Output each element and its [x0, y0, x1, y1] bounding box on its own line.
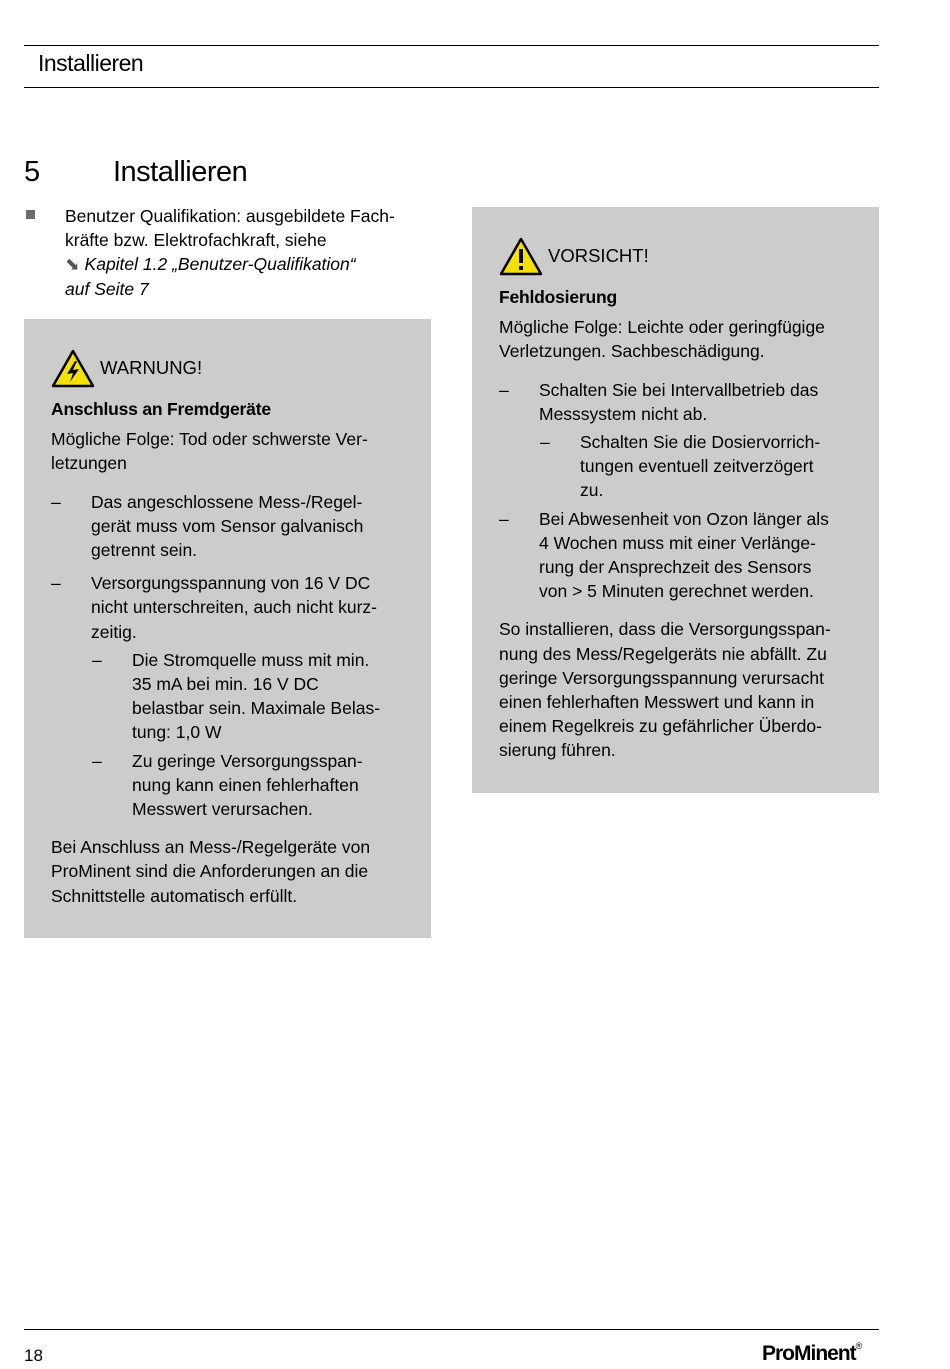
- text-line: tungen eventuell zeitverzögert: [580, 456, 814, 477]
- list-item: [499, 507, 865, 604]
- sub-list-item: [51, 648, 411, 745]
- text-line: von > 5 Minuten gerechnet werden.: [539, 581, 814, 602]
- dash-marker: –: [51, 573, 61, 594]
- dash-marker: –: [499, 379, 509, 400]
- text-line: tung: 1,0 W: [132, 722, 222, 743]
- list-item: [499, 378, 865, 426]
- text-line: Die Stromquelle muss mit min.: [132, 649, 370, 670]
- link-text: Kapitel 1.2 „Benutzer-Qualifikation“: [79, 254, 356, 275]
- chapter-number: 5: [24, 156, 41, 188]
- brand-logo: [762, 1342, 861, 1366]
- sub-list-item: [51, 749, 411, 822]
- caution-signal: [499, 237, 865, 277]
- text-line: Messwert verursachen.: [132, 799, 313, 820]
- chapter-link[interactable]: [65, 252, 434, 276]
- brand-name: ProMinent: [762, 1342, 856, 1365]
- warning-note: [51, 835, 411, 908]
- text-line: einem Regelkreis zu gefährlicher Überdo-: [499, 716, 822, 737]
- text-line: geringe Versorgungsspannung verursacht: [499, 667, 824, 688]
- text-line: nung kann einen fehlerhaften: [132, 774, 359, 795]
- text-line: getrennt sein.: [91, 540, 198, 561]
- text-line: Verletzungen. Sachbeschädigung.: [499, 341, 765, 362]
- text-line: Bei Anschluss an Mess-/Regelgeräte von: [51, 837, 371, 858]
- sub-list-item: [499, 430, 865, 503]
- text-line: Versorgungsspannung von 16 V DC: [91, 573, 371, 594]
- text-line: zeitig.: [91, 621, 137, 642]
- warning-box: [24, 319, 431, 938]
- text-line: Mögliche Folge: Leichte oder geringfügige: [499, 317, 825, 338]
- text-line: Schalten Sie die Dosiervorrich-: [580, 432, 821, 453]
- footer-rule: [24, 1329, 879, 1330]
- dash-marker: –: [540, 432, 550, 453]
- text-line: Schnittstelle automatisch erfüllt.: [51, 885, 298, 906]
- hazard-title: Fehldosierung: [499, 287, 617, 307]
- link-text[interactable]: auf Seite 7: [65, 278, 149, 299]
- list-item: [51, 490, 411, 563]
- square-bullet-icon: [26, 210, 35, 219]
- dash-marker: –: [92, 750, 102, 771]
- chapter-title: Installieren: [113, 156, 248, 188]
- electrical-hazard-icon: [51, 349, 95, 389]
- text-line: einen fehlerhaften Messwert und kann in: [499, 692, 815, 713]
- hazard-title: Anschluss an Fremdgeräte: [51, 399, 271, 419]
- consequence-text: [51, 427, 411, 475]
- text-line: Mögliche Folge: Tod oder schwerste Ver-: [51, 429, 368, 450]
- signal-word: VORSICHT!: [548, 244, 649, 266]
- consequence-text: [499, 315, 865, 363]
- text-line: ProMinent sind die Anforderungen an die: [51, 861, 369, 882]
- text-line: Bei Abwesenheit von Ozon länger als: [539, 508, 829, 529]
- text-line: zu.: [580, 480, 604, 501]
- caution-box: [472, 207, 879, 793]
- text-line: Messsystem nicht ab.: [539, 403, 708, 424]
- text-line: rung der Ansprechzeit des Sensors: [539, 557, 812, 578]
- running-header: Installieren: [38, 50, 144, 76]
- text-line: letzungen: [51, 453, 127, 474]
- text-line: Das angeschlossene Mess-/Regel-: [91, 491, 363, 512]
- dash-marker: –: [51, 491, 61, 512]
- exclamation-warning-icon: [499, 237, 543, 277]
- warning-signal: [51, 349, 411, 389]
- header-top-rule: [24, 45, 879, 46]
- text-line: Zu geringe Versorgungsspan-: [132, 750, 363, 771]
- text-line: nung des Mess/Regelgeräts nie abfällt. Zu: [499, 643, 827, 664]
- requirement-line: kräfte bzw. Elektrofachkraft, siehe: [65, 230, 327, 251]
- text-line: nicht unterschreiten, auch nicht kurz-: [91, 597, 377, 618]
- text-line: So installieren, dass die Versorgungsspan-: [499, 619, 831, 640]
- text-line: 35 mA bei min. 16 V DC: [132, 674, 319, 695]
- text-line: 4 Wochen muss mit einer Verlänge-: [539, 532, 816, 553]
- requirement-line: Benutzer Qualifikation: ausgebildete Fach-: [65, 206, 395, 226]
- text-line: belastbar sein. Maximale Belas-: [132, 698, 381, 719]
- registered-mark: ®: [855, 1341, 862, 1351]
- link-arrow-icon: ⬊: [65, 254, 80, 275]
- page-number: 18: [24, 1346, 43, 1365]
- header-bottom-rule: [24, 87, 879, 88]
- requirement-item: [24, 204, 434, 301]
- text-line: sierung führen.: [499, 740, 616, 761]
- dash-marker: –: [499, 508, 509, 529]
- list-item: [51, 571, 411, 644]
- dash-marker: –: [92, 649, 102, 670]
- signal-word: WARNUNG!: [100, 356, 203, 378]
- caution-note: [499, 617, 865, 762]
- text-line: Schalten Sie bei Intervallbetrieb das: [539, 379, 819, 400]
- text-line: gerät muss vom Sensor galvanisch: [91, 515, 364, 536]
